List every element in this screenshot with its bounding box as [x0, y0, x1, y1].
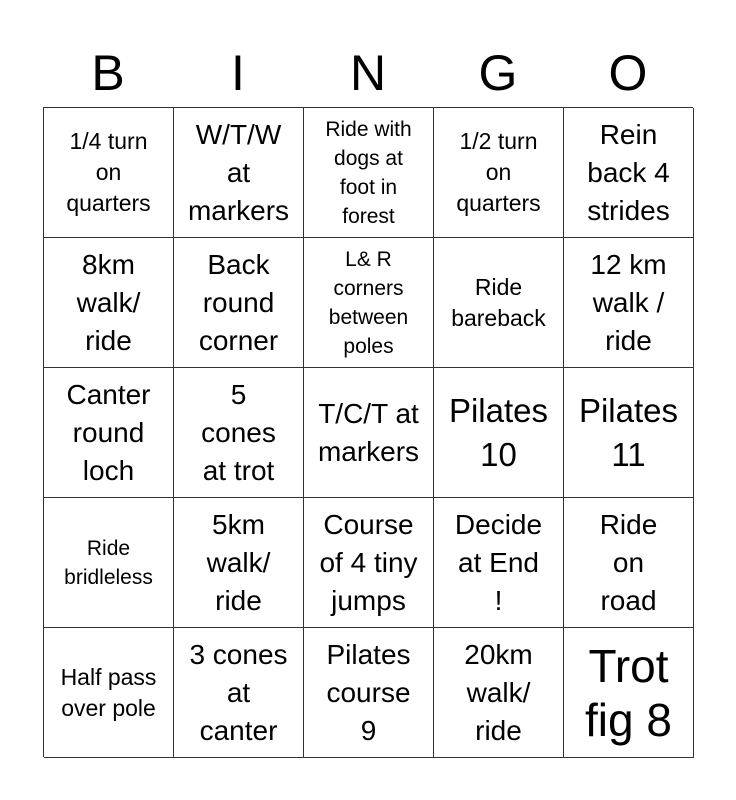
cell-text: Pilates 11: [578, 391, 679, 473]
cell-text: W/T/W at markers: [187, 118, 290, 226]
bingo-cell[interactable]: [304, 368, 434, 498]
cell-text: Rein back 4 strides: [587, 118, 670, 226]
cell-text: Back round corner: [198, 248, 279, 356]
cell-text: 5km walk/ ride: [206, 508, 271, 616]
bingo-cell[interactable]: [44, 498, 174, 628]
bingo-cell[interactable]: [304, 498, 434, 628]
bingo-cell[interactable]: [174, 368, 304, 498]
cell-text: L& R corners between poles: [328, 247, 409, 358]
cell-text: Course of 4 tiny jumps: [319, 508, 418, 616]
header-letter-i: I: [231, 45, 245, 101]
bingo-card-grid: [43, 107, 693, 757]
bingo-cell[interactable]: [564, 628, 694, 758]
cell-text: Half pass over pole: [60, 663, 157, 721]
header-letter-b: B: [91, 45, 125, 101]
cell-text: Ride bareback: [451, 273, 546, 331]
bingo-cell[interactable]: [174, 108, 304, 238]
bingo-cell[interactable]: [434, 628, 564, 758]
cell-text: Canter round loch: [66, 378, 151, 486]
cell-text: 1/2 turn on quarters: [456, 128, 541, 216]
bingo-cell[interactable]: [44, 368, 174, 498]
cell-text: Ride bridleless: [64, 536, 153, 589]
bingo-cell[interactable]: [304, 238, 434, 368]
bingo-header: [43, 40, 693, 106]
cell-text: 3 cones at canter: [189, 638, 288, 746]
header-letter-n: N: [349, 45, 387, 101]
cell-text: Pilates course 9: [326, 638, 411, 746]
bingo-cell[interactable]: [564, 238, 694, 368]
bingo-cell[interactable]: [44, 628, 174, 758]
cell-text: 5 cones at trot: [201, 378, 276, 486]
bingo-cell[interactable]: [174, 628, 304, 758]
bingo-cell[interactable]: [434, 498, 564, 628]
cell-text: Pilates 10: [448, 391, 549, 473]
cell-text: Ride on road: [599, 508, 658, 616]
cell-text: 8km walk/ ride: [76, 248, 141, 356]
bingo-cell[interactable]: [434, 108, 564, 238]
bingo-cell[interactable]: [564, 498, 694, 628]
cell-text: 12 km walk / ride: [590, 248, 667, 356]
cell-text: 20km walk/ ride: [464, 638, 533, 746]
cell-text: Ride with dogs at foot in forest: [325, 117, 412, 228]
bingo-cell[interactable]: [174, 498, 304, 628]
cell-text: 1/4 turn on quarters: [66, 128, 151, 216]
cell-text: Decide at End !: [454, 508, 543, 616]
bingo-cell[interactable]: [564, 368, 694, 498]
cell-text: Trot fig 8: [585, 639, 672, 746]
bingo-cell[interactable]: [44, 108, 174, 238]
header-letter-o: O: [608, 45, 648, 101]
header-letter-g: G: [478, 45, 518, 101]
bingo-cell[interactable]: [564, 108, 694, 238]
bingo-cell[interactable]: [304, 628, 434, 758]
bingo-cell[interactable]: [174, 238, 304, 368]
bingo-cell[interactable]: [304, 108, 434, 238]
bingo-cell[interactable]: [434, 238, 564, 368]
cell-text: T/C/T at markers: [317, 397, 420, 467]
bingo-cell[interactable]: [44, 238, 174, 368]
bingo-cell[interactable]: [434, 368, 564, 498]
